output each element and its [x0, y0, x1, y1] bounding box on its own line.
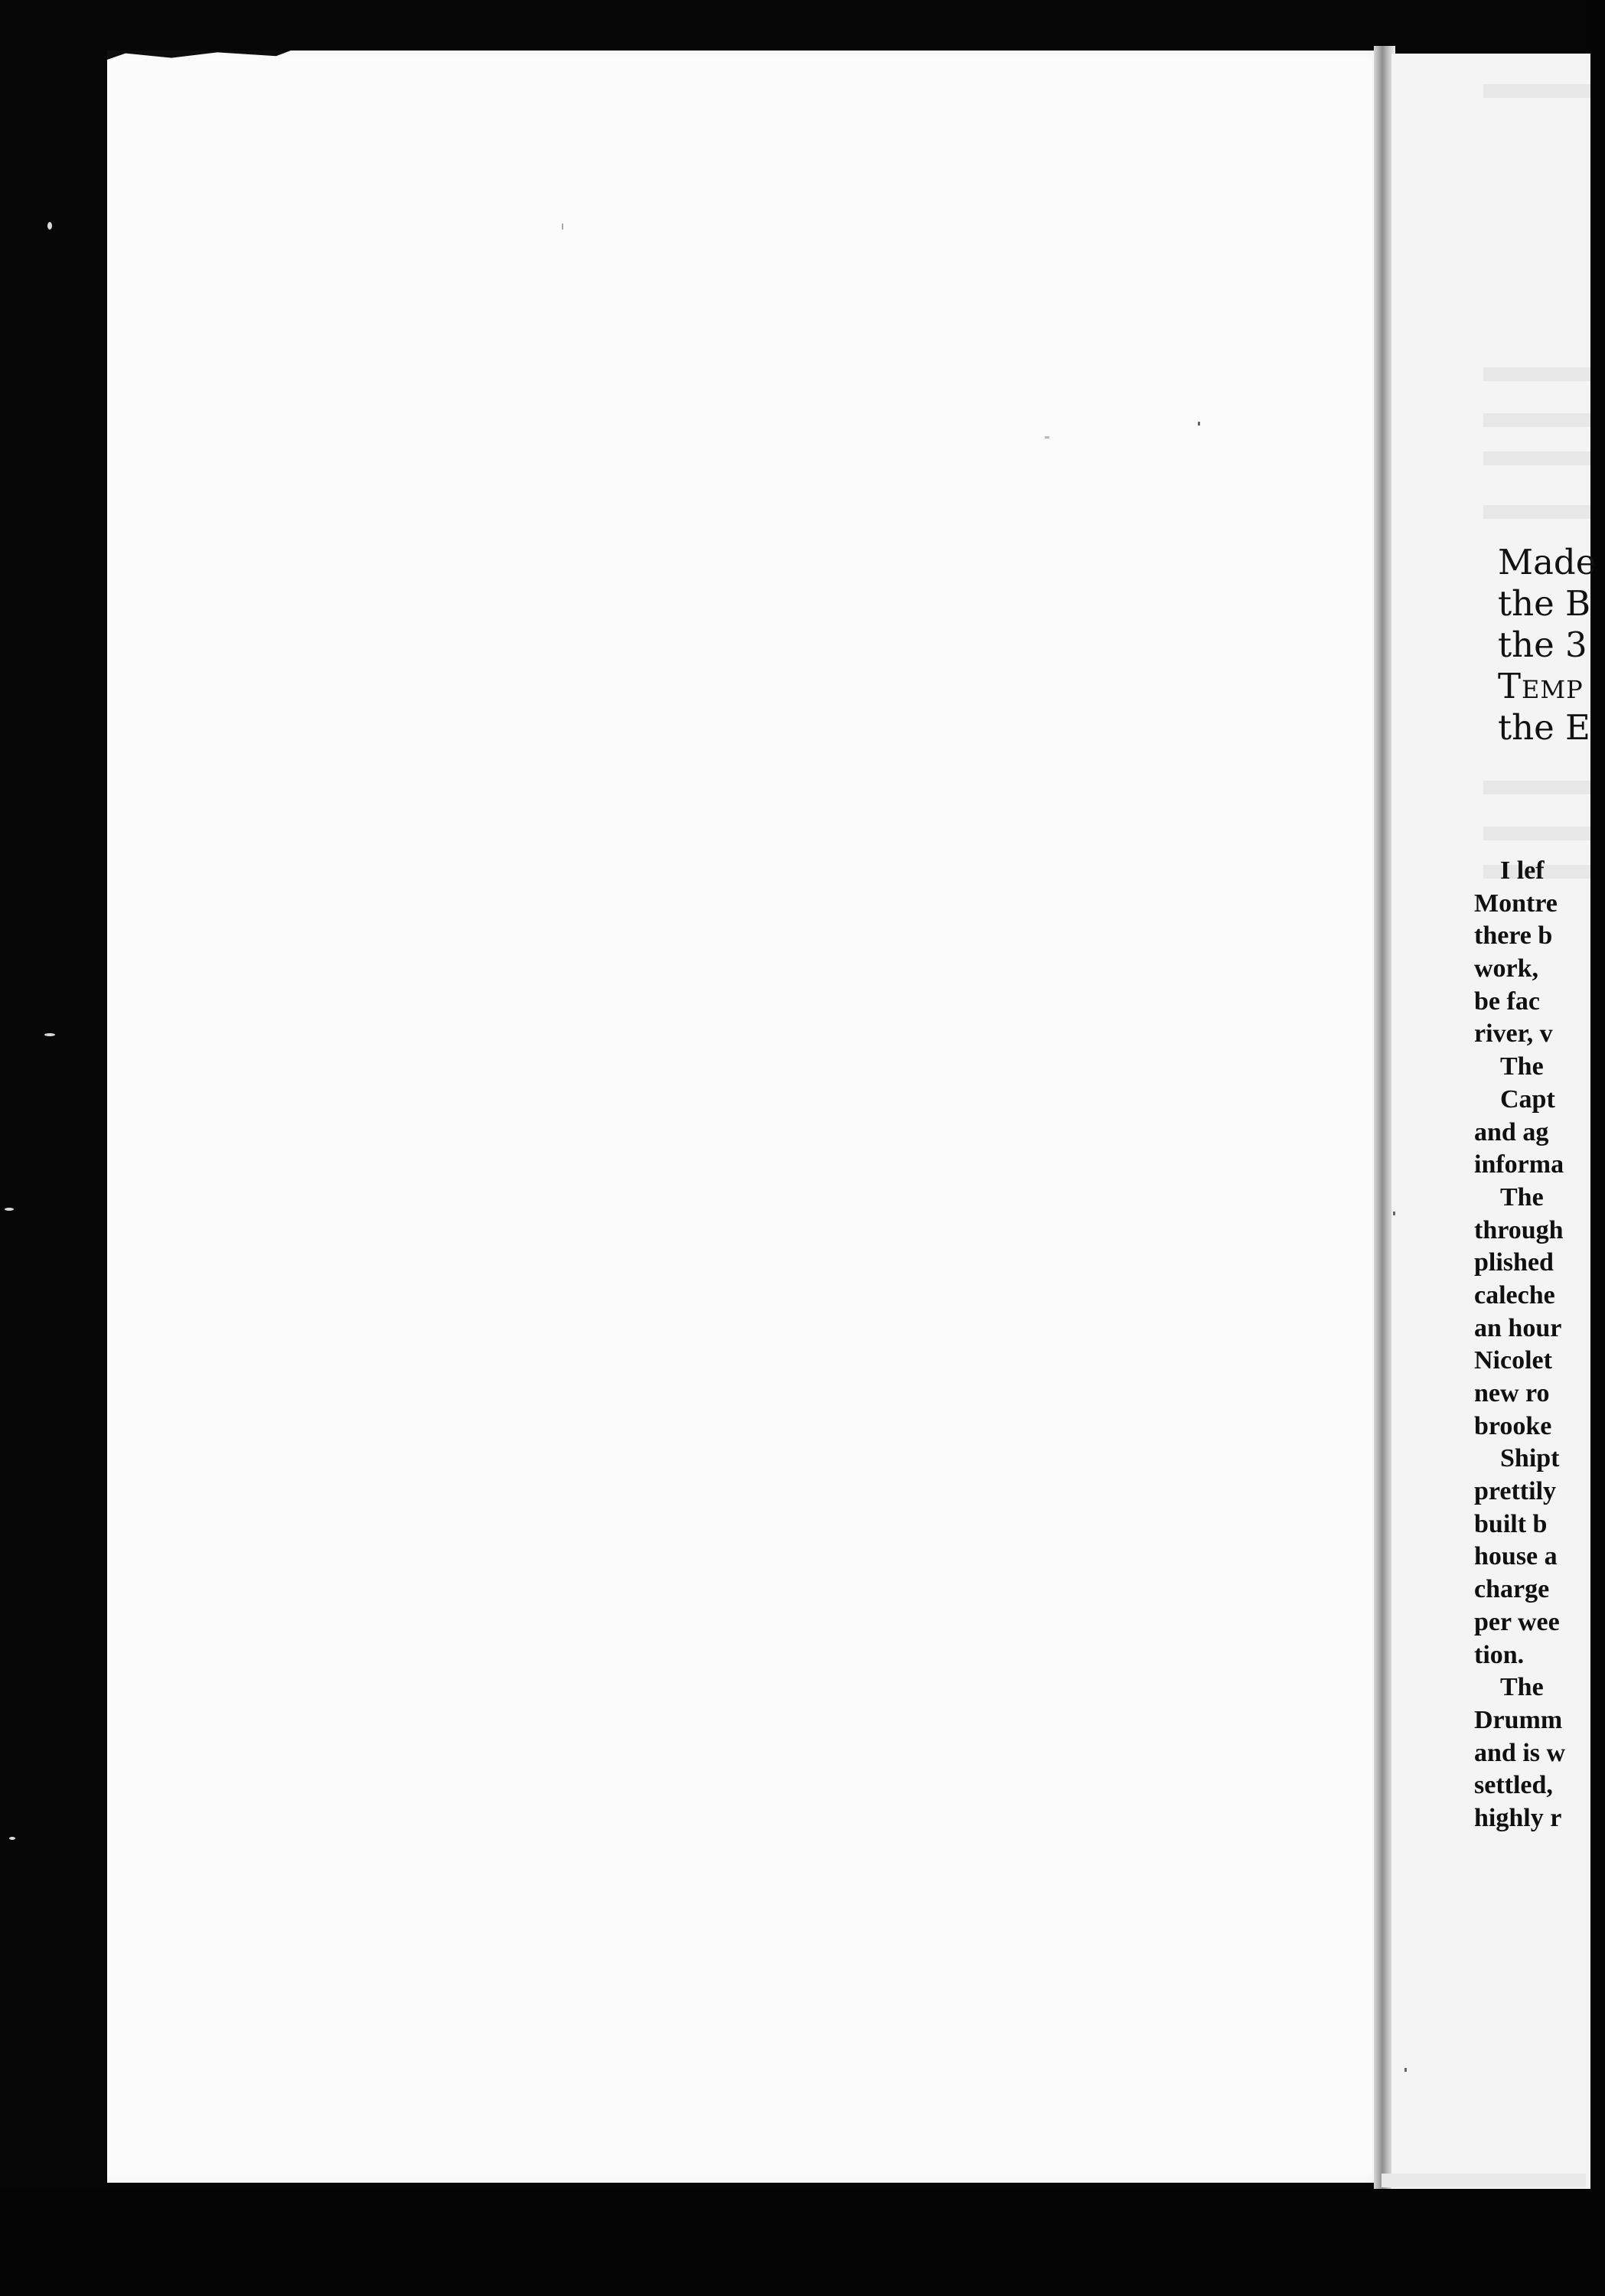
scan-speck — [1045, 436, 1049, 439]
body-line: informa — [1474, 1150, 1564, 1179]
show-through-mark — [1483, 452, 1590, 465]
show-through-mark — [1483, 781, 1590, 794]
heading-line: the E — [1498, 707, 1590, 748]
body-line: per wee — [1474, 1607, 1560, 1636]
body-line: new ro — [1474, 1379, 1550, 1407]
body-line: caleche — [1474, 1280, 1555, 1309]
edge-dust — [5, 1208, 14, 1211]
show-through-mark — [1483, 505, 1590, 519]
heading-line: Made — [1498, 542, 1597, 582]
body-line: and is w — [1474, 1738, 1566, 1767]
heading-fragment — [1498, 542, 1605, 748]
scan-bottom-margin — [0, 2189, 1586, 2296]
body-line: Shipt — [1500, 1444, 1560, 1473]
scan-speck — [1198, 422, 1200, 426]
body-line: tion. — [1474, 1640, 1525, 1669]
body-line: and ag — [1474, 1117, 1549, 1146]
scan-speck — [1404, 2068, 1407, 2072]
edge-dust — [9, 1837, 15, 1840]
body-line: an hour — [1474, 1313, 1562, 1342]
right-page-bottom-edge — [1382, 2174, 1586, 2187]
body-text-fragment — [1474, 855, 1604, 1835]
body-line: charge — [1474, 1575, 1550, 1604]
body-line: Montre — [1474, 889, 1558, 918]
body-line: The — [1500, 1182, 1544, 1212]
show-through-mark — [1483, 367, 1590, 381]
body-line: prettily — [1474, 1477, 1557, 1506]
body-line: I lef — [1500, 856, 1545, 885]
edge-dust — [47, 222, 52, 230]
body-line: Drumm — [1474, 1705, 1563, 1734]
body-line: river, v — [1474, 1019, 1553, 1049]
body-line: The — [1500, 1052, 1544, 1081]
show-through-mark — [1483, 413, 1590, 427]
body-line: Nicolet — [1474, 1346, 1552, 1375]
heading-line: the B — [1498, 583, 1591, 624]
edge-dust — [44, 1033, 55, 1036]
scan-speck — [562, 223, 563, 230]
body-line: work, — [1474, 954, 1539, 983]
body-line: built b — [1474, 1509, 1548, 1538]
show-through-mark — [1483, 827, 1590, 840]
body-line: house a — [1474, 1542, 1558, 1571]
body-line: Capt — [1500, 1084, 1555, 1114]
body-line: through — [1474, 1215, 1564, 1244]
body-line: highly r — [1474, 1803, 1562, 1832]
body-line: brooke — [1474, 1411, 1552, 1440]
blank-left-page — [107, 51, 1382, 2183]
body-line: The — [1500, 1673, 1544, 1702]
scan-speck — [1393, 1212, 1395, 1215]
body-line: there b — [1474, 921, 1553, 951]
heading-line: the 3 — [1498, 625, 1587, 665]
heading-line: Temp — [1498, 666, 1584, 706]
body-line: settled, — [1474, 1771, 1553, 1800]
show-through-mark — [1483, 84, 1590, 98]
body-line: be fac — [1474, 987, 1540, 1016]
body-line: plished — [1474, 1248, 1554, 1277]
